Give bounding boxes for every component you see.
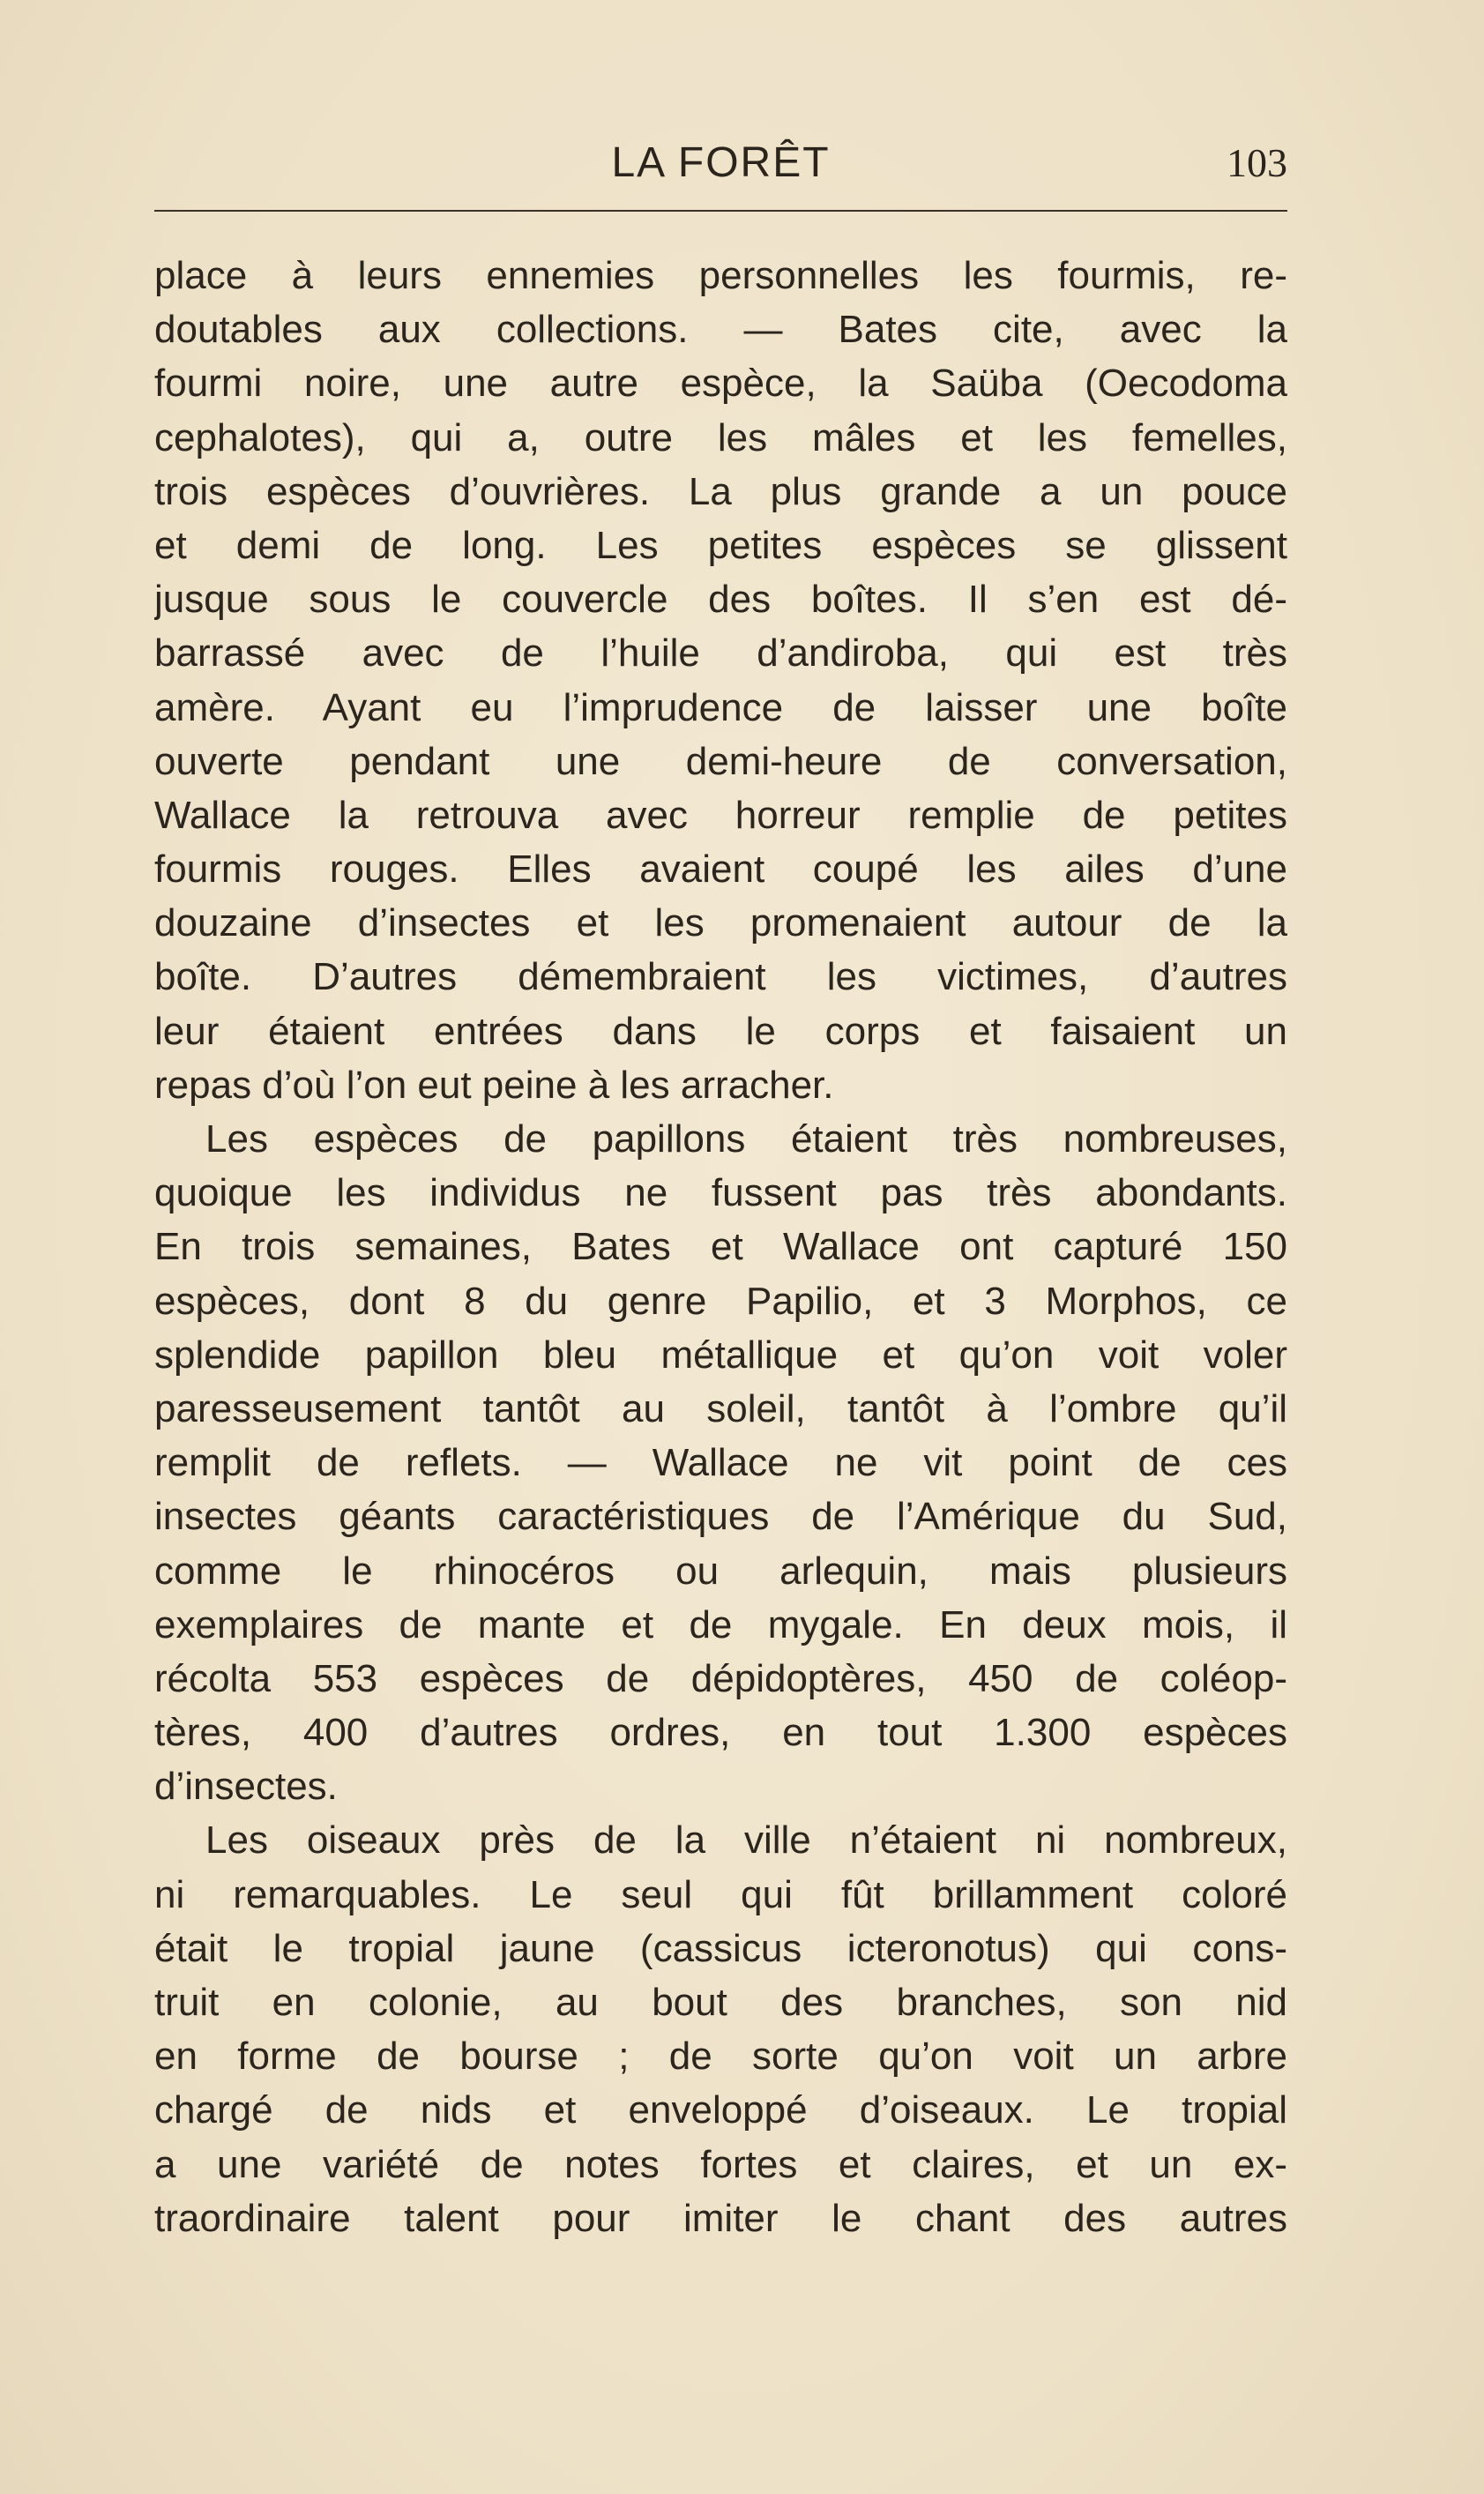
text-line: repas d’où l’on eut peine à les arracher. — [154, 1063, 834, 1107]
running-title: LA FORÊT — [611, 139, 831, 186]
text-line: remplit de reflets. — Wallace ne vit point de ces — [154, 1441, 1287, 1485]
text-line: splendide papillon bleu métallique et qu’on voit voler — [154, 1333, 1287, 1377]
text-line: cephalotes), qui a, outre les mâles et les femelles, — [154, 415, 1287, 459]
text-line: boîte. D’autres démembraient les victimes, d’autres — [154, 955, 1287, 999]
text-line: en forme de bourse ; de sorte qu’on voit un arbre — [154, 2035, 1287, 2079]
text-line: espèces, dont 8 du genre Papilio, et 3 Morphos, ce — [154, 1279, 1287, 1323]
text-line: paresseusement tantôt au soleil, tantôt à l’ombre qu’il — [154, 1386, 1287, 1430]
text-line: était le tropial jaune (cassicus icteronotus) qui cons- — [154, 1926, 1287, 1970]
header-rule — [154, 210, 1287, 212]
text-line: comme le rhinocéros ou arlequin, mais plusieurs — [154, 1549, 1287, 1593]
body-text — [154, 249, 1287, 2245]
text-line: tères, 400 d’autres ordres, en tout 1.300 espèces — [154, 1711, 1287, 1755]
text-line: d’insectes. — [154, 1765, 338, 1809]
text-line: ouverte pendant une demi-heure de conversation, — [154, 739, 1287, 783]
text-line: insectes géants caractéristiques de l’Amérique du Sud, — [154, 1495, 1287, 1539]
text-line: a une variété de notes fortes et claires, et un ex- — [154, 2142, 1287, 2186]
text-line: ni remarquables. Le seul qui fût brillamment coloré — [154, 1872, 1287, 1916]
text-line: jusque sous le couvercle des boîtes. Il s’en est dé- — [154, 578, 1287, 622]
text-line: Les oiseaux près de la ville n’étaient ni nombreux, — [205, 1818, 1287, 1863]
text-line: place à leurs ennemies personnelles les fourmis, re- — [154, 254, 1287, 297]
text-line: traordinaire talent pour imiter le chant des autres — [154, 2196, 1287, 2240]
text-line: doutables aux collections. — Bates cite, avec la — [154, 308, 1287, 352]
text-line: truit en colonie, au bout des branches, son nid — [154, 1981, 1287, 2024]
text-line: chargé de nids et enveloppé d’oiseaux. Le tropial — [154, 2088, 1287, 2132]
text-line: et demi de long. Les petites espèces se glissent — [154, 523, 1287, 567]
text-line: fourmis rouges. Elles avaient coupé les ailes d’une — [154, 848, 1287, 892]
text-line: amère. Ayant eu l’imprudence de laisser une boîte — [154, 685, 1287, 729]
text-line: douzaine d’insectes et les promenaient autour de la — [154, 901, 1287, 945]
text-line: exemplaires de mante et de mygale. En deux mois, il — [154, 1602, 1287, 1646]
text-line: quoique les individus ne fussent pas très abondants. — [154, 1171, 1287, 1215]
text-line: Wallace la retrouva avec horreur remplie de petites — [154, 793, 1287, 837]
page-number: 103 — [1227, 140, 1287, 185]
text-line: fourmi noire, une autre espèce, la Saüba (Oecodoma — [154, 362, 1287, 406]
text-line: récolta 553 espèces de dépidoptères, 450 de coléop- — [154, 1656, 1287, 1700]
text-line: leur étaient entrées dans le corps et faisaient un — [154, 1009, 1287, 1053]
text-line: Les espèces de papillons étaient très nombreuses, — [205, 1117, 1287, 1161]
text-line: trois espèces d’ouvrières. La plus grande a un pouce — [154, 469, 1287, 513]
text-line: En trois semaines, Bates et Wallace ont capturé 150 — [154, 1225, 1287, 1269]
text-line: barrassé avec de l’huile d’andiroba, qui est très — [154, 631, 1287, 676]
page-header — [154, 132, 1287, 194]
